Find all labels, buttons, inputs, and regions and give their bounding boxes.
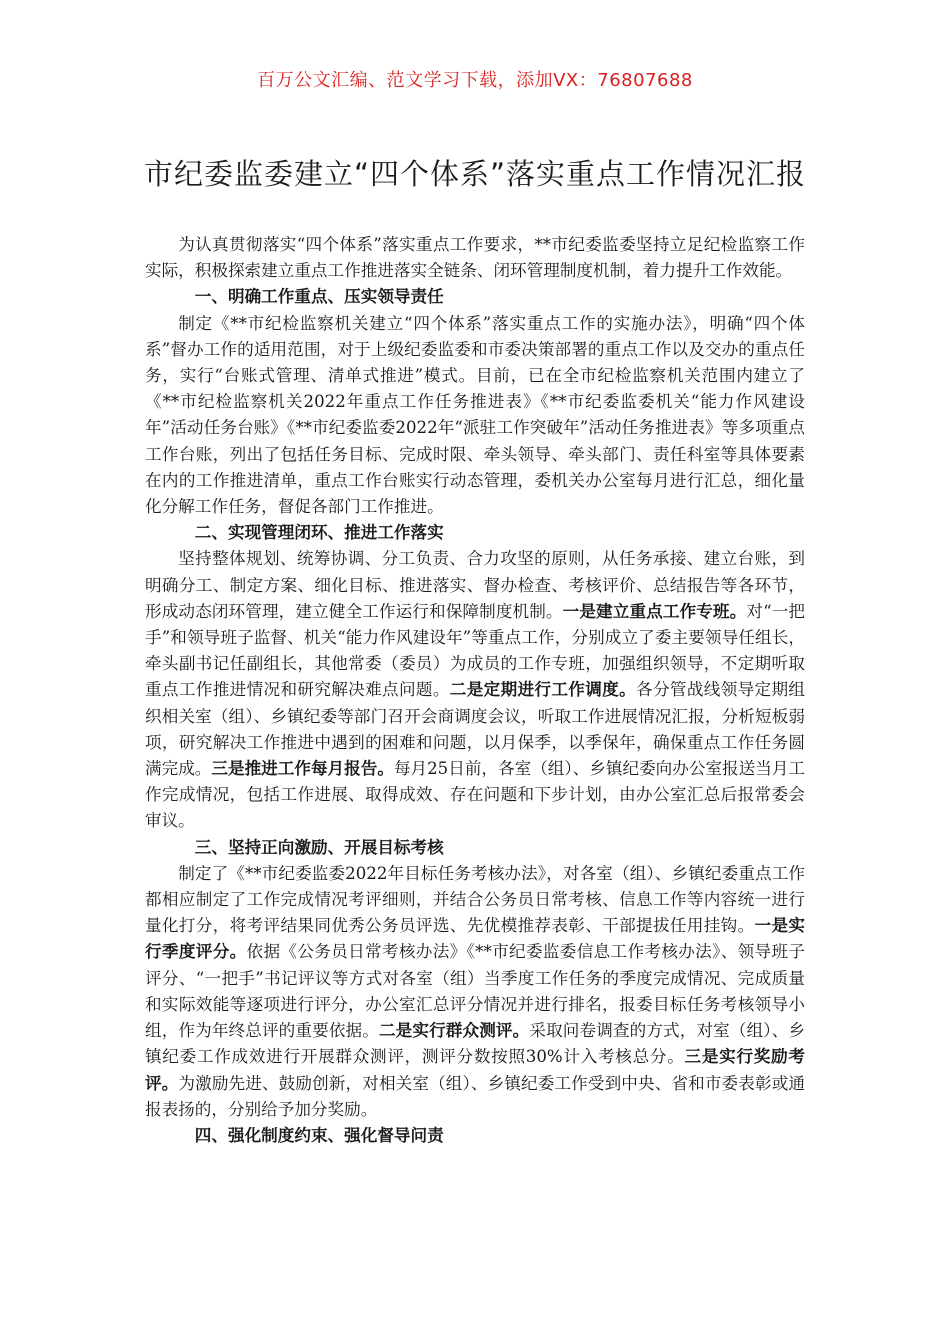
section-2-point-3-title: 三是推进工作每月报告。 [211,759,394,779]
section-2-point-1-text: 对“一把手”和领导班子监督、机关“能力作风建设年”等重点工作，分别成立了委主要领导任组长，牵头副书记任副组长，其他常委（委员）为成员的工作专班，加强组织领导，不定期听取重点工作推进情况和研究解决难点问题。 [145,601,806,700]
section-1-paragraph: 制定《**市纪检监察机关建立“四个体系”落实重点工作的实施办法》，明确“四个体系”督办工作的适用范围，对于上级纪委监委和市委决策部署的重点工作以及交办的重点任务，实行“台账式管理、清单式推进”模式。目前，已在全市纪检监察机关范围内建立了《**市纪检监察机关2022年重点工作任务推进表》《**市纪委监委机关“能力作风建设年”活动任务台账》《**市纪委监委2022年“派驻工作突破年”活动任务推进表》等多项重点工作台账，列出了包括任务目标、完成时限、牵头领导、牵头部门、责任科室等具体要素在内的工作推进清单，重点工作台账实行动态管理，委机关办公室每月进行汇总，细化量化分解工作任务，督促各部门工作推进。 [145,313,805,517]
section-1-heading: 一、明确工作重点、压实领导责任 [194,287,444,307]
section-2-point-1-title: 一是建立重点工作专班。 [562,601,747,621]
document-body [145,232,805,1149]
section-3-heading: 三、坚持正向激励、开展目标考核 [194,837,444,857]
section-3-point-2-title: 二是实行群众测评。 [378,1021,530,1041]
section-3-point-1-title: 一是实行季度评分。 [145,916,806,962]
section-2-point-2-text: 各分管战线领导定期组织相关室（组）、乡镇纪委等部门召开会商调度会议，听取工作进展情况汇报，分析短板弱项，研究解决工作推进中遇到的困难和问题，以月保季，以季保年，确保重点工作任务圆满完成。 [145,680,806,779]
document-title: 市纪委监委建立“四个体系”落实重点工作情况汇报 [143,157,807,191]
section-2-lead: 坚持整体规划、统筹协调、分工负责、合力攻坚的原则，从任务承接、建立台账，到明确分工、制定方案、细化目标、推进落实、督办检查、考核评价、总结报告等各环节，形成动态闭环管理，建立健全工作运行和保障制度机制。 [145,549,805,621]
section-2-paragraph [145,546,805,834]
section-4-heading: 四、强化制度约束、强化督导问责 [194,1125,444,1145]
section-3-point-1-text: 依据《公务员日常考核办法》《**市纪委监委信息工作考核办法》、领导班子评分、“一把手”书记评议等方式对各室（组）当季度工作任务的季度完成情况、完成质量和实际效能等逐项进行评分，办公室汇总评分情况并进行排名，报委目标任务考核领导小组，作为年终总评的重要依据。 [145,942,806,1041]
section-2-heading: 二、实现管理闭环、推进工作落实 [194,523,444,543]
header-banner: 百万公文汇编、范文学习下载，添加VX：76807688 [257,70,693,91]
section-3-point-2-text: 采取问卷调查的方式，对室（组）、乡镇纪委工作成效进行开展群众测评，测评分数按照30%计入考核总分。 [145,1021,806,1067]
section-3-paragraph [145,861,805,1123]
intro-paragraph: 为认真贯彻落实“四个体系”落实重点工作要求，**市纪委监委坚持立足纪检监察工作实际，积极探索建立重点工作推进落实全链条、闭环管理制度机制，着力提升工作效能。 [145,235,805,281]
section-2-point-2-title: 二是定期进行工作调度。 [449,680,637,700]
section-3-lead: 制定了《**市纪委监委2022年目标任务考核办法》，对各室（组）、乡镇纪委重点工作都相应制定了工作完成情况考评细则，并结合公务员日常考核、信息工作等内容统一进行量化打分，将考评结果同优秀公务员评选、先优模推荐表彰、干部提拔任用挂钩。 [145,863,805,936]
section-2-point-3-text: 每月25日前，各室（组）、乡镇纪委向办公室报送当月工作完成情况，包括工作进展、取得成效、存在问题和下步计划，由办公室汇总后报常委会审议。 [145,759,806,831]
section-3-point-3-title: 三是实行奖励考评。 [145,1047,805,1093]
section-3-point-3-text: 为激励先进、鼓励创新，对相关室（组）、乡镇纪委工作受到中央、省和市委表彰或通报表扬的，分别给予加分奖励。 [145,1073,805,1119]
